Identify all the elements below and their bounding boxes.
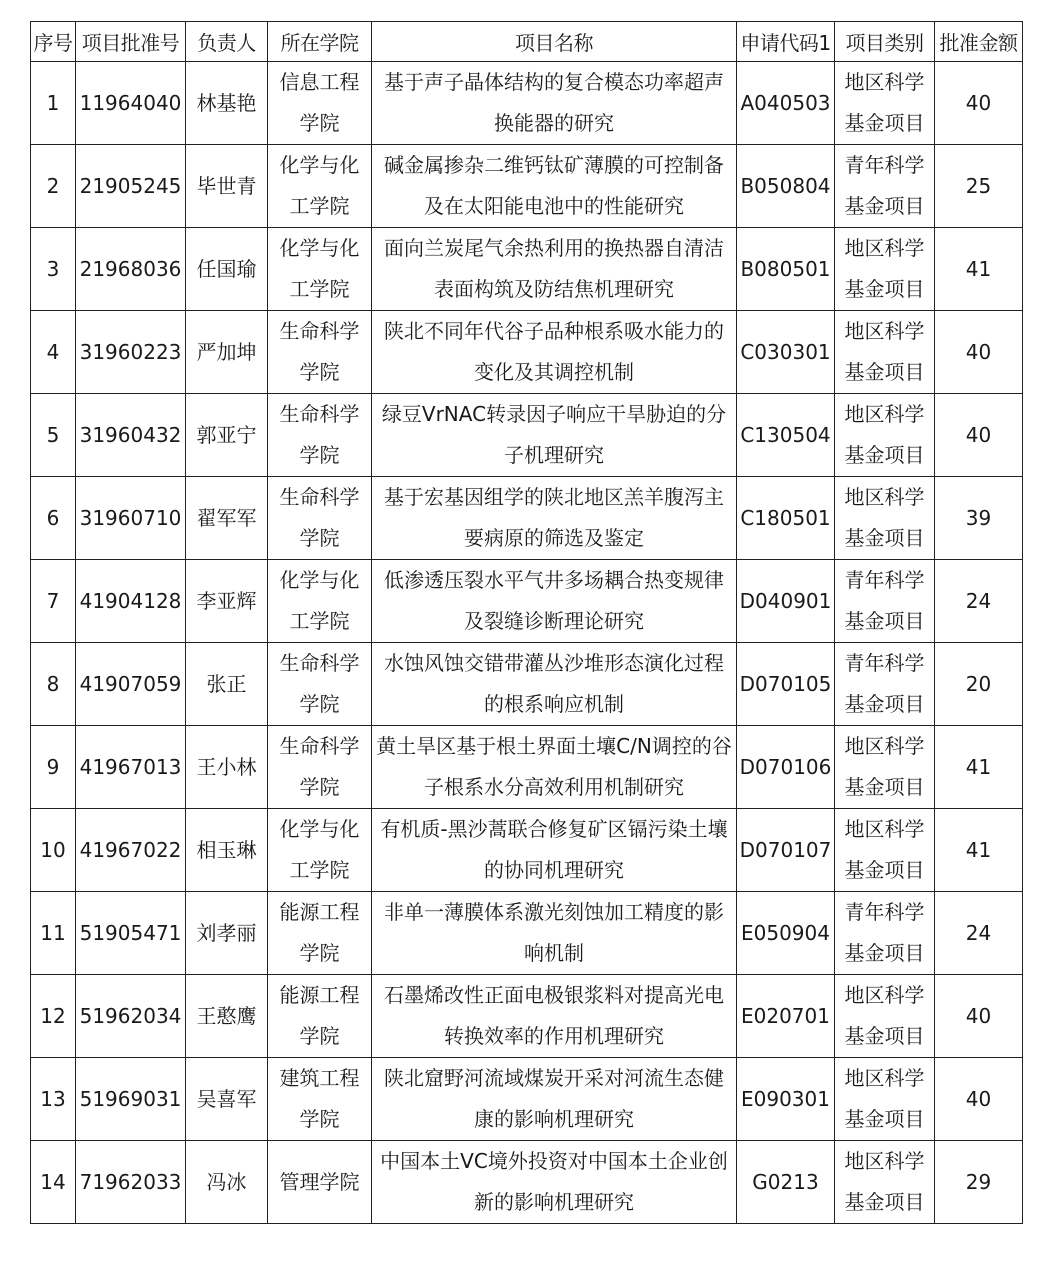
cell-project-id: 41967013 <box>76 726 186 809</box>
cell-code: D070107 <box>737 809 835 892</box>
cell-college: 能源工程学院 <box>268 892 372 975</box>
cell-amount: 41 <box>935 726 1023 809</box>
cell-code: D070106 <box>737 726 835 809</box>
cell-project-id: 31960710 <box>76 477 186 560</box>
cell-no: 8 <box>31 643 76 726</box>
table-row <box>31 62 1023 145</box>
cell-category: 地区科学基金项目 <box>835 62 935 145</box>
cell-category: 地区科学基金项目 <box>835 1141 935 1224</box>
cell-title: 面向兰炭尾气余热利用的换热器自清洁表面构筑及防结焦机理研究 <box>372 228 737 311</box>
cell-leader: 毕世青 <box>186 145 268 228</box>
cell-no: 1 <box>31 62 76 145</box>
cell-amount: 41 <box>935 228 1023 311</box>
cell-title: 绿豆VrNAC转录因子响应干旱胁迫的分子机理研究 <box>372 394 737 477</box>
header-project-id: 项目批准号 <box>76 22 186 62</box>
cell-category: 地区科学基金项目 <box>835 394 935 477</box>
cell-category: 地区科学基金项目 <box>835 477 935 560</box>
cell-project-id: 21905245 <box>76 145 186 228</box>
cell-no: 4 <box>31 311 76 394</box>
cell-code: G0213 <box>737 1141 835 1224</box>
table-row <box>31 228 1023 311</box>
header-amount: 批准金额 <box>935 22 1023 62</box>
cell-no: 14 <box>31 1141 76 1224</box>
cell-title: 中国本土VC境外投资对中国本土企业创新的影响机理研究 <box>372 1141 737 1224</box>
cell-no: 9 <box>31 726 76 809</box>
header-college: 所在学院 <box>268 22 372 62</box>
cell-project-id: 51905471 <box>76 892 186 975</box>
cell-leader: 李亚辉 <box>186 560 268 643</box>
cell-code: D040901 <box>737 560 835 643</box>
cell-title: 基于声子晶体结构的复合模态功率超声换能器的研究 <box>372 62 737 145</box>
header-category: 项目类别 <box>835 22 935 62</box>
cell-no: 3 <box>31 228 76 311</box>
cell-code: B080501 <box>737 228 835 311</box>
cell-college: 化学与化工学院 <box>268 228 372 311</box>
cell-category: 地区科学基金项目 <box>835 975 935 1058</box>
table-row <box>31 975 1023 1058</box>
cell-leader: 王小林 <box>186 726 268 809</box>
cell-college: 生命科学学院 <box>268 643 372 726</box>
table-row <box>31 560 1023 643</box>
cell-amount: 29 <box>935 1141 1023 1224</box>
cell-amount: 40 <box>935 1058 1023 1141</box>
cell-project-id: 41967022 <box>76 809 186 892</box>
cell-no: 11 <box>31 892 76 975</box>
table-row <box>31 394 1023 477</box>
table-row <box>31 643 1023 726</box>
cell-leader: 吴喜军 <box>186 1058 268 1141</box>
table-row <box>31 892 1023 975</box>
cell-title: 碱金属掺杂二维钙钛矿薄膜的可控制备及在太阳能电池中的性能研究 <box>372 145 737 228</box>
cell-project-id: 51962034 <box>76 975 186 1058</box>
cell-amount: 24 <box>935 892 1023 975</box>
cell-title: 陕北不同年代谷子品种根系吸水能力的变化及其调控机制 <box>372 311 737 394</box>
project-table <box>30 21 1023 1224</box>
cell-project-id: 31960223 <box>76 311 186 394</box>
table-row <box>31 1058 1023 1141</box>
cell-amount: 39 <box>935 477 1023 560</box>
cell-project-id: 21968036 <box>76 228 186 311</box>
cell-leader: 任国瑜 <box>186 228 268 311</box>
cell-title: 基于宏基因组学的陕北地区羔羊腹泻主要病原的筛选及鉴定 <box>372 477 737 560</box>
cell-code: D070105 <box>737 643 835 726</box>
table-row <box>31 726 1023 809</box>
cell-title: 有机质-黑沙蒿联合修复矿区镉污染土壤的协同机理研究 <box>372 809 737 892</box>
cell-category: 地区科学基金项目 <box>835 228 935 311</box>
cell-college: 管理学院 <box>268 1141 372 1224</box>
cell-code: E020701 <box>737 975 835 1058</box>
cell-college: 化学与化工学院 <box>268 145 372 228</box>
cell-leader: 冯冰 <box>186 1141 268 1224</box>
cell-project-id: 11964040 <box>76 62 186 145</box>
cell-college: 生命科学学院 <box>268 394 372 477</box>
cell-project-id: 71962033 <box>76 1141 186 1224</box>
cell-leader: 林基艳 <box>186 62 268 145</box>
cell-no: 13 <box>31 1058 76 1141</box>
cell-amount: 41 <box>935 809 1023 892</box>
table-row <box>31 145 1023 228</box>
cell-title: 黄土旱区基于根土界面土壤C/N调控的谷子根系水分高效利用机制研究 <box>372 726 737 809</box>
table-row <box>31 1141 1023 1224</box>
cell-amount: 20 <box>935 643 1023 726</box>
cell-code: E050904 <box>737 892 835 975</box>
cell-college: 化学与化工学院 <box>268 809 372 892</box>
cell-college: 化学与化工学院 <box>268 560 372 643</box>
cell-project-id: 41904128 <box>76 560 186 643</box>
cell-code: A040503 <box>737 62 835 145</box>
cell-code: C030301 <box>737 311 835 394</box>
cell-no: 10 <box>31 809 76 892</box>
cell-category: 青年科学基金项目 <box>835 892 935 975</box>
cell-code: E090301 <box>737 1058 835 1141</box>
cell-leader: 相玉琳 <box>186 809 268 892</box>
cell-title: 石墨烯改性正面电极银浆料对提高光电转换效率的作用机理研究 <box>372 975 737 1058</box>
table-row <box>31 477 1023 560</box>
cell-category: 青年科学基金项目 <box>835 643 935 726</box>
cell-no: 5 <box>31 394 76 477</box>
header-no: 序号 <box>31 22 76 62</box>
header-leader: 负责人 <box>186 22 268 62</box>
cell-project-id: 41907059 <box>76 643 186 726</box>
cell-no: 12 <box>31 975 76 1058</box>
cell-category: 地区科学基金项目 <box>835 726 935 809</box>
cell-no: 7 <box>31 560 76 643</box>
cell-category: 地区科学基金项目 <box>835 311 935 394</box>
cell-amount: 25 <box>935 145 1023 228</box>
cell-leader: 严加坤 <box>186 311 268 394</box>
cell-leader: 翟军军 <box>186 477 268 560</box>
header-row <box>31 22 1023 62</box>
table-row <box>31 809 1023 892</box>
cell-title: 陕北窟野河流域煤炭开采对河流生态健康的影响机理研究 <box>372 1058 737 1141</box>
cell-code: B050804 <box>737 145 835 228</box>
cell-college: 生命科学学院 <box>268 726 372 809</box>
cell-category: 地区科学基金项目 <box>835 1058 935 1141</box>
cell-code: C180501 <box>737 477 835 560</box>
cell-amount: 40 <box>935 394 1023 477</box>
cell-title: 水蚀风蚀交错带灌丛沙堆形态演化过程的根系响应机制 <box>372 643 737 726</box>
cell-college: 能源工程学院 <box>268 975 372 1058</box>
cell-project-id: 31960432 <box>76 394 186 477</box>
cell-college: 建筑工程学院 <box>268 1058 372 1141</box>
cell-category: 青年科学基金项目 <box>835 560 935 643</box>
cell-amount: 40 <box>935 975 1023 1058</box>
cell-no: 6 <box>31 477 76 560</box>
cell-college: 生命科学学院 <box>268 477 372 560</box>
cell-title: 低渗透压裂水平气井多场耦合热变规律及裂缝诊断理论研究 <box>372 560 737 643</box>
cell-title: 非单一薄膜体系激光刻蚀加工精度的影响机制 <box>372 892 737 975</box>
cell-project-id: 51969031 <box>76 1058 186 1141</box>
cell-leader: 张正 <box>186 643 268 726</box>
cell-leader: 刘孝丽 <box>186 892 268 975</box>
cell-category: 青年科学基金项目 <box>835 145 935 228</box>
cell-amount: 40 <box>935 311 1023 394</box>
cell-category: 地区科学基金项目 <box>835 809 935 892</box>
cell-code: C130504 <box>737 394 835 477</box>
cell-no: 2 <box>31 145 76 228</box>
cell-amount: 40 <box>935 62 1023 145</box>
header-code: 申请代码1 <box>737 22 835 62</box>
cell-leader: 郭亚宁 <box>186 394 268 477</box>
cell-leader: 王憨鹰 <box>186 975 268 1058</box>
table-row <box>31 311 1023 394</box>
cell-amount: 24 <box>935 560 1023 643</box>
cell-college: 信息工程学院 <box>268 62 372 145</box>
header-title: 项目名称 <box>372 22 737 62</box>
cell-college: 生命科学学院 <box>268 311 372 394</box>
